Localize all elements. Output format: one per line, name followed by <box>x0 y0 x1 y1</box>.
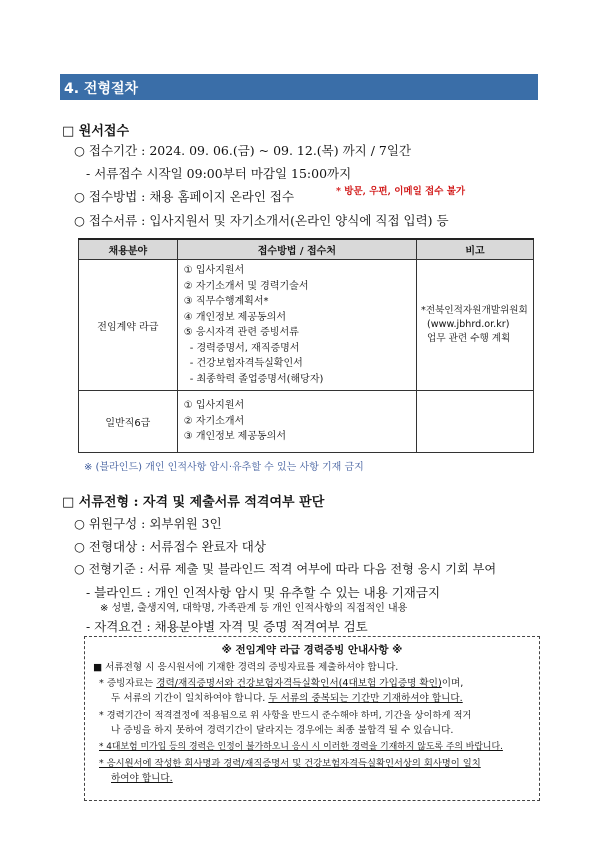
table-row <box>79 260 534 391</box>
notice-title: ※ 전임계약 라급 경력증빙 안내사항 ※ <box>221 644 403 656</box>
screening-blind: - 블라인드 : 개인 인적사항 암시 및 유추할 수 있는 내용 기재금지 <box>86 585 441 600</box>
screening-target: ○ 전형대상 : 서류접수 완료자 대상 <box>74 539 266 554</box>
remark-line: 업무 관련 수행 계획 <box>427 333 511 344</box>
application-table <box>78 238 534 453</box>
list-item: ④ 개인정보 제공동의서 <box>183 311 286 323</box>
screening-requirement: - 자격요건 : 채용분야별 자격 및 증명 적격여부 검토 <box>86 619 368 634</box>
notice-line: * 4대보험 미가입 등의 경력은 인정이 불가하오니 응시 시 이러한 경력을 기재하지 않도록 주의 바랍니다. <box>99 742 503 752</box>
list-item: ② 자기소개서 <box>183 415 245 427</box>
list-item: ① 입사지원서 <box>183 400 245 412</box>
list-item: ② 자기소개서 및 경력기술서 <box>183 280 309 292</box>
apply-period: ○ 접수기간 : 2024. 09. 06.(금) ~ 09. 12.(목) 까지 / 7일간 <box>74 143 412 158</box>
apply-method-note: * 방문, 우편, 이메일 접수 불가 <box>336 186 466 197</box>
remark-line: (www.jbhrd.or.kr) <box>427 319 510 330</box>
list-item: ⑤ 응시자격 관련 증빙서류 <box>183 327 299 338</box>
table-cell-field: 전임계약 라급 <box>79 260 178 391</box>
table-header-field: 채용분야 <box>79 239 178 260</box>
notice-line: 하여야 합니다. <box>111 773 173 784</box>
table-cell-items <box>177 260 416 391</box>
apply-method: ○ 접수방법 : 채용 홈페이지 온라인 접수 <box>74 189 295 204</box>
table-header-remarks: 비고 <box>417 239 534 260</box>
remark-line: *전북인적자원개발위원회 <box>421 305 528 316</box>
screening-criteria: ○ 전형기준 : 서류 제출 및 블라인드 적격 여부에 따라 다음 전형 응시 기회 부여 <box>74 562 497 576</box>
screening-heading: □ 서류전형 : 자격 및 제출서류 적격여부 판단 <box>62 495 325 510</box>
section-title: 4. 전형절차 <box>64 81 139 97</box>
list-item: ① 입사지원서 <box>183 265 245 276</box>
screening-blind-sub: ※ 성별, 출생지역, 대학명, 가족관계 등 개인 인적사항의 직접적인 내용 <box>100 603 408 614</box>
notice-line: * 경력기간이 적격결정에 적용됨으로 위 사항을 반드시 준수해야 하며, 기간을 상이하게 적거 <box>99 710 472 721</box>
table-note: ※ (블라인드) 개인 인적사항 암시·유추할 수 있는 사항 기재 금지 <box>84 462 364 473</box>
table-cell-remarks <box>417 260 534 391</box>
table-row <box>79 391 534 453</box>
apply-heading: □ 원서접수 <box>62 124 130 139</box>
list-item: - 경력증명서, 재직증명서 <box>189 342 300 354</box>
table-header-method: 접수방법 / 접수처 <box>177 239 416 260</box>
apply-period-sub: - 서류접수 시작일 09:00부터 마감일 15:00까지 <box>86 166 352 181</box>
career-proof-notice-box <box>84 636 540 801</box>
notice-line: * 증빙자료는 경력/재직증명서와 건강보험자격득실확인서(4대보험 가입증명 확인)이며, <box>99 678 464 689</box>
list-item: ③ 개인정보 제공동의서 <box>183 431 286 443</box>
table-cell-remarks <box>417 391 534 453</box>
screening-committee: ○ 위원구성 : 외부위원 3인 <box>74 516 222 531</box>
notice-line: ■ 서류전형 시 응시원서에 기재한 경력의 증빙자료를 제출하셔야 합니다. <box>93 662 399 673</box>
notice-line: * 응시원서에 작성한 회사명과 경력/재직증명서 및 건강보험자격득실확인서상의 회사명이 일치 <box>99 758 481 769</box>
notice-line: 나 증빙을 하지 못하여 경력기간이 달라지는 경우에는 최종 불합격 될 수 있습니다. <box>111 725 454 736</box>
list-item: ③ 직무수행계획서* <box>183 296 269 307</box>
apply-docs: ○ 접수서류 : 입사지원서 및 자기소개서(온라인 양식에 직접 입력) 등 <box>74 213 449 228</box>
list-item: - 최종학력 졸업증명서(해당자) <box>189 373 324 385</box>
table-cell-field: 일반직6급 <box>79 391 178 453</box>
list-item: - 건강보험자격득실확인서 <box>189 358 303 369</box>
table-cell-items <box>177 391 416 453</box>
notice-line: 두 서류의 기간이 일치하여야 합니다. 두 서류의 중복되는 기간만 기재하셔야 합니다. <box>111 693 463 704</box>
